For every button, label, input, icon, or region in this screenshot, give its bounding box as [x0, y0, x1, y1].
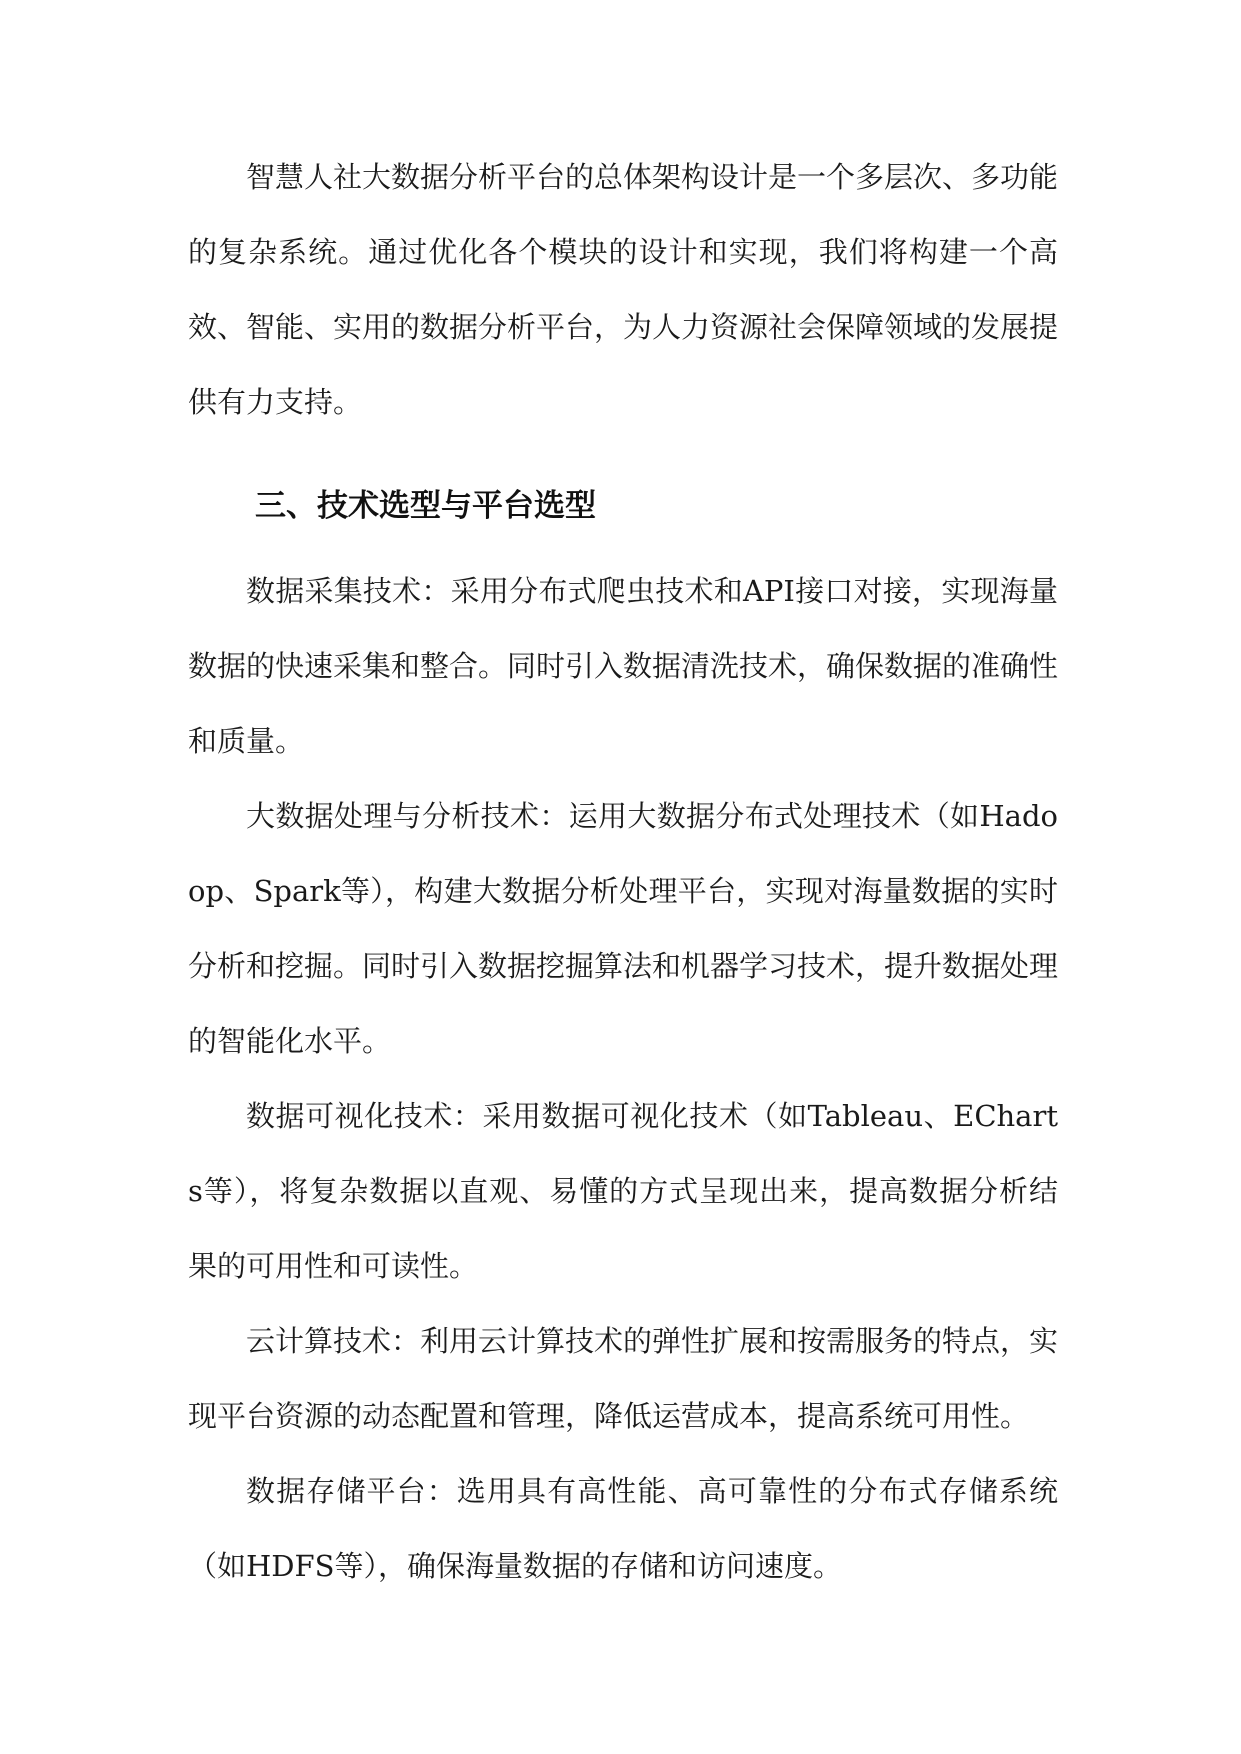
- paragraph-cloud-computing: 云计算技术：利用云计算技术的弹性扩展和按需服务的特点，实现平台资源的动态配置和管理，降低运营成本，提高系统可用性。: [188, 1324, 1059, 1433]
- section-heading: 三、技术选型与平台选型: [255, 488, 596, 524]
- intro-paragraph: 智慧人社大数据分析平台的总体架构设计是一个多层次、多功能的复杂系统。通过优化各个模块的设计和实现，我们将构建一个高效、智能、实用的数据分析平台，为人力资源社会保障领域的发展提供有力支持。: [188, 160, 1059, 419]
- paragraph-big-data-processing: 大数据处理与分析技术：运用大数据分布式处理技术（如Hadoop、Spark等），构建大数据分析处理平台，实现对海量数据的实时分析和挖掘。同时引入数据挖掘算法和机器学习技术，提升数据处理的智能化水平。: [188, 799, 1059, 1058]
- document-body: [188, 140, 1058, 1604]
- paragraph-data-storage: 数据存储平台：选用具有高性能、高可靠性的分布式存储系统（如HDFS等），确保海量数据的存储和访问速度。: [188, 1474, 1058, 1583]
- paragraph-data-visualization: 数据可视化技术：采用数据可视化技术（如Tableau、ECharts等），将复杂数据以直观、易懂的方式呈现出来，提高数据分析结果的可用性和可读性。: [188, 1099, 1058, 1283]
- paragraph-data-collection: 数据采集技术：采用分布式爬虫技术和API接口对接，实现海量数据的快速采集和整合。同时引入数据清洗技术，确保数据的准确性和质量。: [188, 574, 1059, 758]
